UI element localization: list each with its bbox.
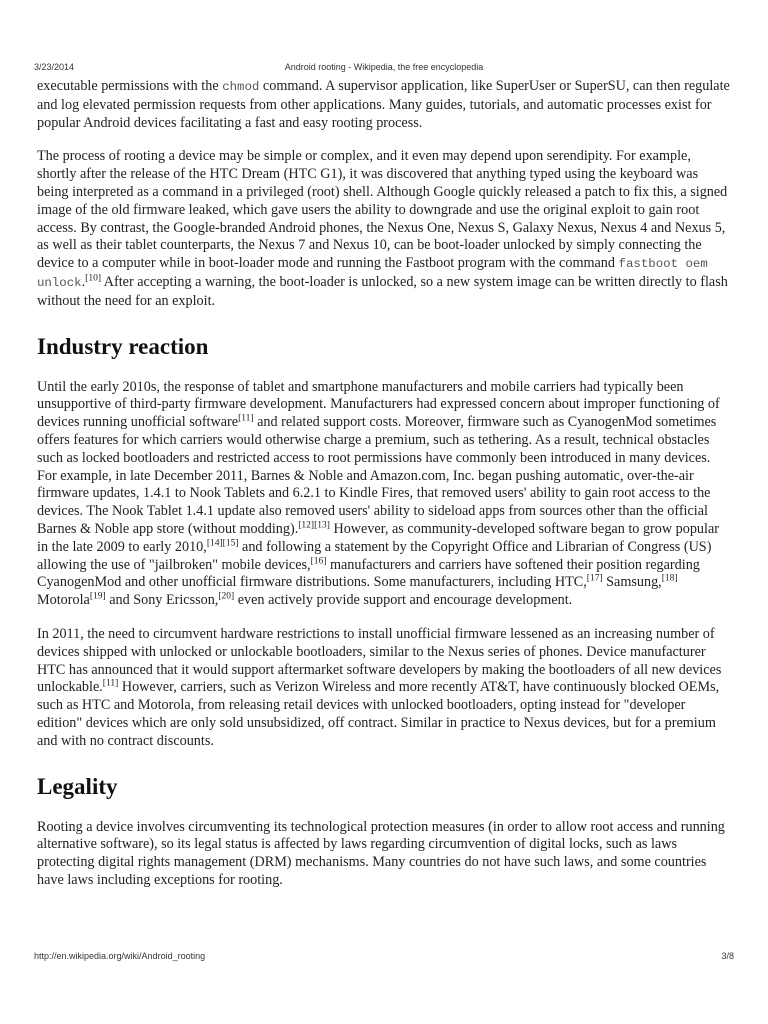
citation-link[interactable]: [15]	[222, 538, 239, 548]
heading-legality: Legality	[37, 773, 118, 799]
print-date: 3/23/2014	[34, 62, 75, 72]
paragraph-unlockable-bootloaders: In 2011, the need to circumvent hardware restrictions to install unofficial firmware lessened as an increasing number of devices shipped with unlocked or unlockable bootloaders, similar to the Nexus series of phones. Device manufacturer HTC has announced that it would support aftermarket software developers by making the bootloaders of all new devices unlockable.[11] However, carriers, such as Verizon Wireless and more recently AT&T, have continuously blocked OEMs, such as HTC and Motorola, from releasing retail devices with unlocked bootloaders, opting instead for "developer edition" devices which are only sold unsubsidized, off contract. Similar in practice to Nexus devices, but for a premium and with no contract discounts.	[37, 625, 722, 749]
citation-link[interactable]: [12]	[298, 520, 315, 531]
citation-link[interactable]: [13]	[314, 520, 330, 531]
article-body	[37, 78, 731, 890]
paragraph-legality: Rooting a device involves circumventing its technological protection measures (in order to allow root access and running alternative software), so its legal status is affected by laws regarding circumvention of digital locks, such as laws protecting digital rights management (DRM) mechanisms. Many countries do not have such laws, and some countries have laws including exceptions for rooting.	[37, 818, 725, 888]
citation-link[interactable]: [11]	[102, 678, 119, 689]
citation-link[interactable]: [10]	[85, 273, 101, 284]
citation-link[interactable]: [18]	[661, 573, 678, 584]
paragraph-chmod: executable permissions with the chmod command. A supervisor application, like SuperUser or SuperSU, can then regulate and log elevated permission requests from other applications. Many guides, tutorials, and automatic processes exist for popular Android devices facilitating a fast and easy rooting process.	[37, 78, 730, 131]
heading-industry-reaction: Industry reaction	[37, 333, 209, 359]
citation-link[interactable]: [19]	[89, 591, 106, 602]
print-page-title: Android rooting - Wikipedia, the free encyclopedia	[284, 62, 484, 72]
print-page-number: 3/8	[721, 951, 734, 961]
print-url: http://en.wikipedia.org/wiki/Android_rooting	[34, 951, 206, 961]
citation-link[interactable]: [17]	[586, 573, 603, 584]
citation-link[interactable]: [16]	[310, 555, 327, 566]
print-footer	[34, 951, 734, 963]
chmod-code: chmod	[222, 80, 260, 94]
paragraph-industry-reaction: Until the early 2010s, the response of tablet and smartphone manufacturers and mobile carriers had typically been unsupportive of third-party firmware development. Manufacturers had expressed concern about improper functioning of devices running unofficial software[11] and related support costs. Moreover, firmware such as CyanogenMod sometimes offers features for which carriers would otherwise charge a premium, such as tethering. As a result, technical obstacles such as locked bootloaders and restricted access to root permissions have commonly been introduced in many devices. For example, in late December 2011, Barnes & Noble and Amazon.com, Inc. began pushing automatic, over-the-air firmware updates, 1.4.1 to Nook Tablets and 6.2.1 to Kindle Fires, that removed users' ability to gain root access to the devices. The Nook Tablet 1.4.1 update also removed users' ability to sideload apps from sources other than the official Barnes & Noble app store (without modding).[12][13] However, as community-developed software began to grow popular in the late 2009 to early 2010,[14][15] and following a statement by the Copyright Office and Librarian of Congress (US) allowing the use of "jailbroken" mobile devices,[16] manufacturers and carriers have softened their position regarding CyanogenMod and other unofficial firmware distributions. Some manufacturers, including HTC,[17] Samsung,[18] Motorola[19] and Sony Ericsson,[20] even actively provide support and encourage development.	[37, 378, 720, 609]
fastboot-command-code: fastboot oem unlock	[37, 257, 708, 290]
citation-link[interactable]: [20]	[218, 591, 235, 602]
citation-link[interactable]: [11]	[238, 413, 254, 424]
citation-link[interactable]: [14]	[206, 538, 223, 548]
paragraph-rooting-process: The process of rooting a device may be simple or complex, and it even may depend upon serendipity. For example, shortly after the release of the HTC Dream (HTC G1), it was discovered that anything typed using the keyboard was being interpreted as a command in a privileged (root) shell. Although Google quickly released a patch to fix this, a signed image of the old firmware leaked, which gave users the ability to downgrade and use the original exploit to gain root access. By contrast, the Google-branded Android phones, the Nexus One, Nexus S, Galaxy Nexus, Nexus 4 and Nexus 5, as well as their tablet counterparts, the Nexus 7 and Nexus 10, can be boot-loader unlocked by simply connecting the device to a computer while in boot-loader mode and running the Fastboot program with the command fastboot oem unlock.[10] After accepting a warning, the boot-loader is unlocked, so a new system image can be written directly to flash without the need for an exploit.	[37, 148, 728, 309]
print-header	[34, 62, 734, 74]
